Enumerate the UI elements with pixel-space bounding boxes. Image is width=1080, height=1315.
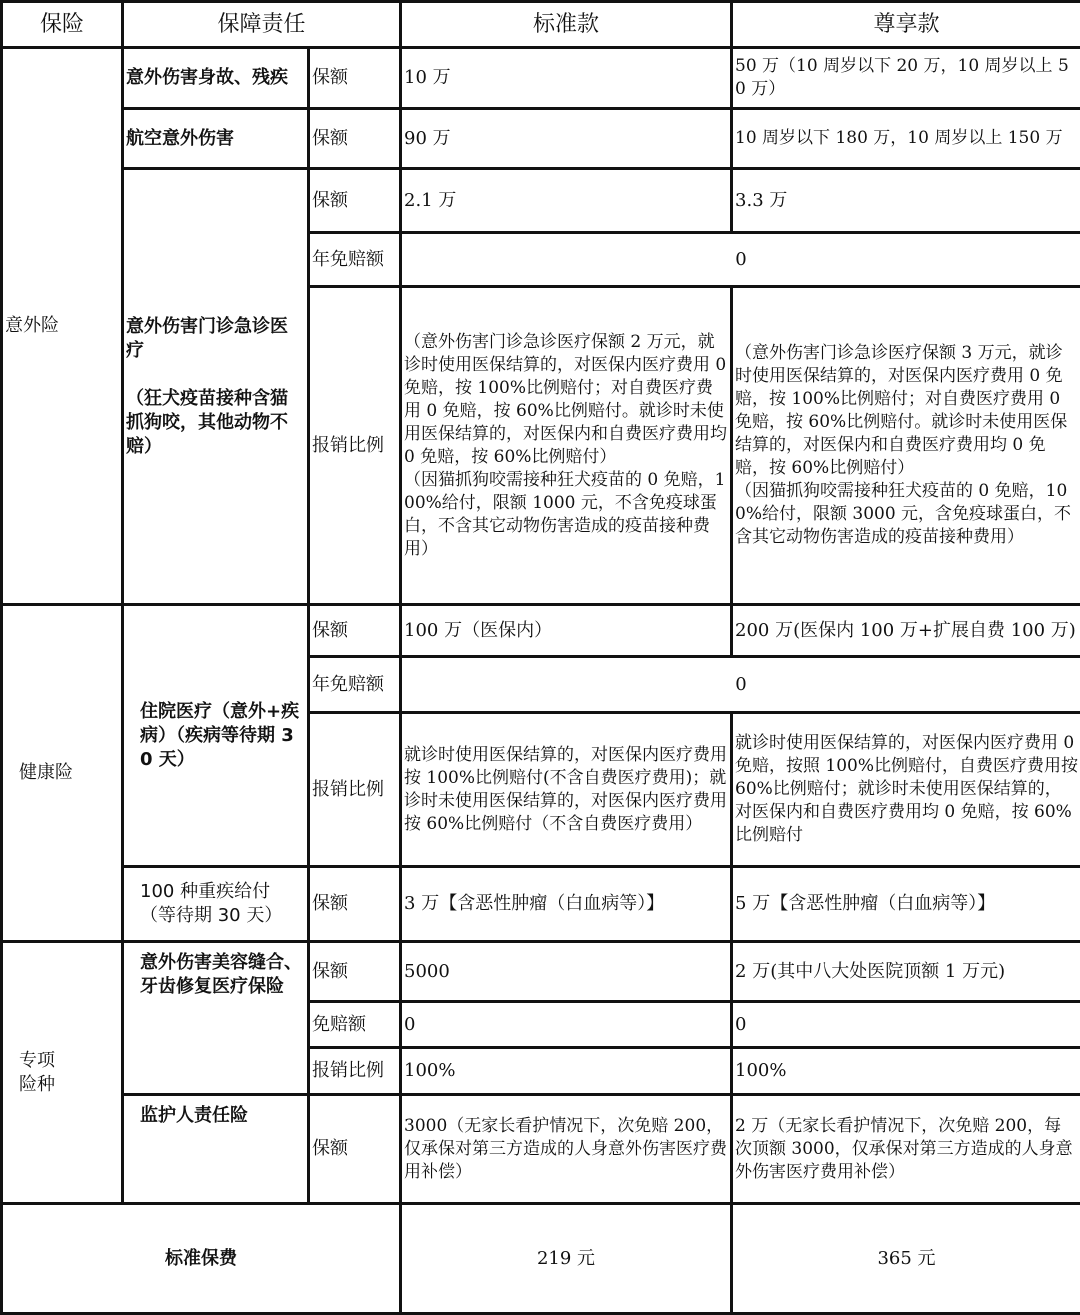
attr-amount: 保额 <box>309 169 401 233</box>
value-standard: 2.1 万 <box>401 169 732 233</box>
header-standard: 标准款 <box>401 2 732 48</box>
value-premium: 3.3 万 <box>732 169 1080 233</box>
header-insurance: 保险 <box>2 2 123 48</box>
value-deductible: 0 <box>401 233 1080 287</box>
value-premium: 就诊时使用医保结算的，对医保内医疗费用 0 免赔，按照 100%比例赔付，自费医疗费用按 60%比例赔付；就诊时未使用医保结算的，对医保内和自费医疗费用均 0 免赔，按 60%比例赔付 <box>732 713 1080 867</box>
table-row <box>2 605 1080 657</box>
attr-amount: 保额 <box>309 942 401 1002</box>
attr-deductible: 年免赔额 <box>309 233 401 287</box>
attr-amount: 保额 <box>309 1095 401 1204</box>
value-premium: 100% <box>732 1048 1080 1095</box>
value-standard: 3 万【含恶性肿瘤（白血病等）】 <box>401 867 732 942</box>
item-death-disability: 意外伤害身故、残疾 <box>123 48 309 109</box>
item-guardian-liability: 监护人责任险 <box>123 1095 309 1204</box>
fee-standard: 219 元 <box>401 1204 732 1314</box>
item-outpatient-main: 意外伤害门诊急诊医疗 <box>126 316 288 361</box>
fee-row <box>2 1204 1080 1314</box>
value-premium: 10 周岁以下 180 万，10 周岁以上 150 万 <box>732 109 1080 169</box>
attr-ratio: 报销比例 <box>309 713 401 867</box>
attr-deductible: 年免赔额 <box>309 657 401 713</box>
value-standard: 就诊时使用医保结算的，对医保内医疗费用按 100%比例赔付(不含自费医疗费用)；就诊时未使用医保结算的，对医保内医疗费用按 60%比例赔付（不含自费医疗费用） <box>401 713 732 867</box>
value-standard: （意外伤害门诊急诊医疗保额 2 万元，就诊时使用医保结算的，对医保内医疗费用 0 免赔，按 100%比例赔付；对自费医疗费用 0 免赔，按 60%比例赔付。就诊时未使用医保结算的，对医保内和自费医疗费用均 0 免赔，按 60%比例赔付） （因猫抓狗咬需接种狂犬疫苗的 0 免赔，100%给付，限额 1000 元，不含免疫球蛋白，不含其它动物伤害造成的疫苗接种费用） <box>401 287 732 605</box>
value-standard: 100 万（医保内） <box>401 605 732 657</box>
table-row <box>2 48 1080 109</box>
fee-premium: 365 元 <box>732 1204 1080 1314</box>
table-row <box>2 867 1080 942</box>
value-premium: 2 万(其中八大处医院顶额 1 万元) <box>732 942 1080 1002</box>
item-critical-illness: 100 种重疾给付 （等待期 30 天） <box>123 867 309 942</box>
value-premium: 200 万(医保内 100 万+扩展自费 100 万) <box>732 605 1080 657</box>
value-standard: 100% <box>401 1048 732 1095</box>
attr-ratio: 报销比例 <box>309 1048 401 1095</box>
item-outpatient-note: （狂犬疫苗接种含猫抓狗咬，其他动物不赔） <box>126 388 288 457</box>
category-special: 专项 险种 <box>2 942 123 1204</box>
header-premium: 尊享款 <box>732 2 1080 48</box>
value-standard: 90 万 <box>401 109 732 169</box>
value-premium: 0 <box>732 1002 1080 1048</box>
table-row <box>2 942 1080 1002</box>
value-premium: 50 万（10 周岁以下 20 万，10 周岁以上 50 万） <box>732 48 1080 109</box>
value-standard: 0 <box>401 1002 732 1048</box>
attr-deductible: 免赔额 <box>309 1002 401 1048</box>
attr-amount: 保额 <box>309 605 401 657</box>
value-standard: 10 万 <box>401 48 732 109</box>
value-premium: 5 万【含恶性肿瘤（白血病等）】 <box>732 867 1080 942</box>
header-coverage: 保障责任 <box>123 2 401 48</box>
table-row <box>2 169 1080 233</box>
category-accident: 意外险 <box>2 48 123 605</box>
item-aviation: 航空意外伤害 <box>123 109 309 169</box>
attr-amount: 保额 <box>309 109 401 169</box>
table-row <box>2 109 1080 169</box>
value-premium: 2 万（无家长看护情况下，次免赔 200，每次顶额 3000，仅承保对第三方造成的人身意外伤害医疗费用补偿） <box>732 1095 1080 1204</box>
value-premium: （意外伤害门诊急诊医疗保额 3 万元，就诊时使用医保结算的，对医保内医疗费用 0 免赔，按 100%比例赔付；对自费医疗费用 0 免赔，按 60%比例赔付。就诊时未使用医保结算的，对医保内和自费医疗费用均 0 免赔，按 60%比例赔付） （因猫抓狗咬需接种狂犬疫苗的 0 免赔，100%给付，限额 3000 元，含免疫球蛋白，不含其它动物伤害造成的疫苗接种费用） <box>732 287 1080 605</box>
value-standard: 3000（无家长看护情况下，次免赔 200，仅承保对第三方造成的人身意外伤害医疗费用补偿） <box>401 1095 732 1204</box>
attr-amount: 保额 <box>309 48 401 109</box>
category-health: 健康险 <box>2 605 123 942</box>
item-outpatient <box>123 169 309 605</box>
value-standard: 5000 <box>401 942 732 1002</box>
header-row <box>2 2 1080 48</box>
item-hospital: 住院医疗（意外+疾病）（疾病等待期 30 天） <box>123 605 309 867</box>
item-cosmetic-dental: 意外伤害美容缝合、牙齿修复医疗保险 <box>123 942 309 1095</box>
attr-ratio: 报销比例 <box>309 287 401 605</box>
value-deductible: 0 <box>401 657 1080 713</box>
fee-label: 标准保费 <box>2 1204 401 1314</box>
attr-amount: 保额 <box>309 867 401 942</box>
table-row <box>2 1095 1080 1204</box>
